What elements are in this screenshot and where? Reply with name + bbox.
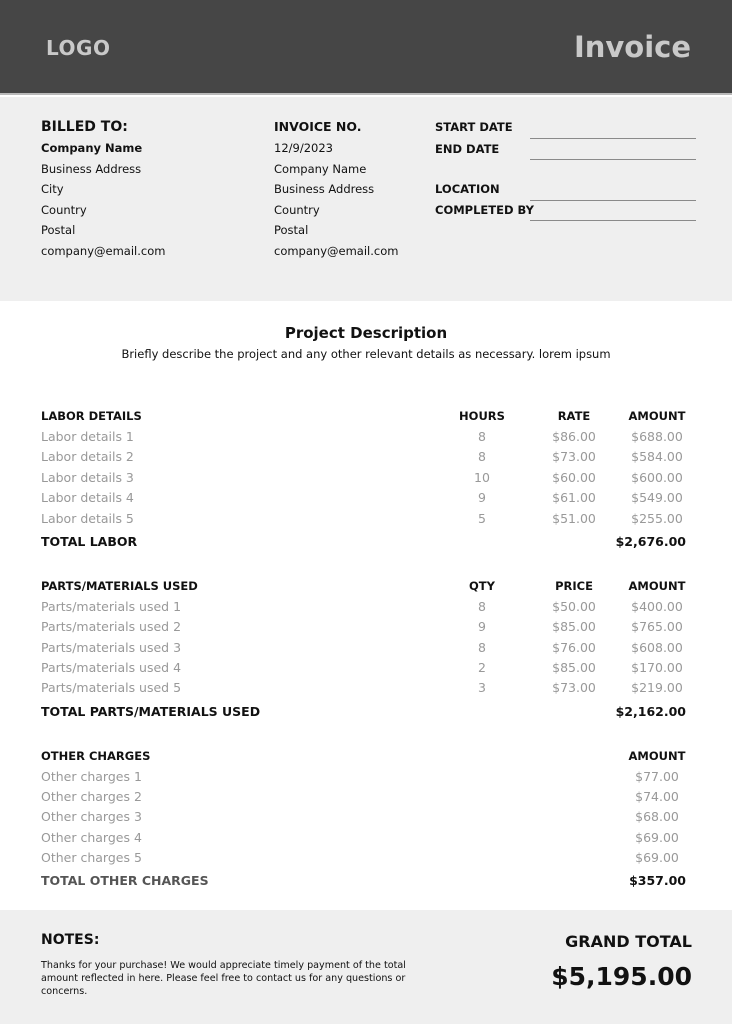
parts-row-amount: $765.00 [631,619,683,634]
other-row-name: Other charges 1 [41,769,142,784]
labor-row-rate: $51.00 [552,511,596,526]
labor-details-header: LABOR DETAILS [41,409,142,423]
total-parts-label: TOTAL PARTS/MATERIALS USED [41,704,261,719]
parts-row-price: $76.00 [552,640,596,655]
grand-total-label: GRAND TOTAL [565,932,692,951]
other-row-name: Other charges 4 [41,830,142,845]
parts-row-qty: 3 [478,680,486,695]
labor-row-name: Labor details 5 [41,511,134,526]
other-row-amount: $77.00 [635,769,679,784]
other-row-amount: $68.00 [635,809,679,824]
labor-row-amount: $255.00 [631,511,683,526]
labor-row-name: Labor details 4 [41,490,134,505]
other-charges-header: OTHER CHARGES [41,749,151,763]
parts-amount-header: AMOUNT [628,579,686,593]
parts-row-price: $73.00 [552,680,596,695]
labor-row-amount: $600.00 [631,470,683,485]
total-other-label: TOTAL OTHER CHARGES [41,873,209,888]
parts-row-amount: $400.00 [631,599,683,614]
invoice-date: 12/9/2023 [274,141,333,155]
labor-row-hours: 8 [478,429,486,444]
invoice-title: Invoice [573,30,691,64]
billed-address: Business Address [41,161,142,176]
labor-row-rate: $60.00 [552,470,596,485]
parts-row-name: Parts/materials used 4 [41,660,182,675]
other-row-name: Other charges 2 [41,789,142,804]
invoice-country: Country [274,202,320,217]
total-labor-value: $2,676.00 [615,534,686,549]
invoice-number-block [274,118,398,263]
project-description-title: Project Description [284,324,448,342]
logo: LOGO [46,36,111,60]
parts-header: PARTS/MATERIALS USED [41,579,198,593]
labor-row-hours: 9 [478,490,486,505]
grand-total-value: $5,195.00 [551,962,692,991]
parts-price-header: PRICE [555,579,593,593]
notes-title: NOTES: [41,932,100,948]
labor-row-rate: $73.00 [552,449,596,464]
other-row-amount: $69.00 [635,830,679,845]
parts-row-qty: 8 [478,640,486,655]
parts-row-qty: 2 [478,660,486,675]
completed-by-label: COMPLETED BY [435,203,534,217]
parts-row-price: $50.00 [552,599,596,614]
parts-row-price: $85.00 [552,619,596,634]
labor-rate-header: RATE [557,409,591,423]
location-field[interactable] [530,200,696,201]
end-date-field[interactable] [530,159,696,160]
other-amount-header: AMOUNT [628,749,686,763]
labor-row-name: Labor details 1 [41,429,134,444]
invoice-number-heading: INVOICE NO. [274,119,362,134]
labor-row-hours: 10 [474,470,490,485]
other-row-name: Other charges 5 [41,850,142,865]
billed-city: City [41,182,64,196]
parts-row-qty: 9 [478,619,486,634]
total-labor-label: TOTAL LABOR [41,534,138,549]
billing-info-section [0,97,732,301]
labor-row-rate: $61.00 [552,490,596,505]
invoice-address: Business Address [274,182,375,196]
parts-row-name: Parts/materials used 2 [41,619,182,634]
labor-amount-header: AMOUNT [628,409,686,423]
parts-row-name: Parts/materials used 1 [41,599,182,614]
invoice-footer [0,910,732,1024]
labor-row-hours: 5 [478,511,486,526]
other-row-amount: $74.00 [635,789,679,804]
end-date-label: END DATE [435,142,500,156]
project-description-text: Briefly describe the project and any other relevant details as necessary. lorem ipsum [121,347,611,361]
parts-row-price: $85.00 [552,660,596,675]
parts-row-amount: $170.00 [631,660,683,675]
billed-to-block [41,118,165,263]
billed-to-heading: BILLED TO: [41,119,128,135]
start-date-field[interactable] [530,138,696,139]
completed-by-field[interactable] [530,220,696,221]
other-row-name: Other charges 3 [41,809,142,824]
labor-row-name: Labor details 2 [41,449,134,464]
total-other-value: $357.00 [629,873,686,888]
other-row-amount: $69.00 [635,850,679,865]
location-label: LOCATION [435,182,500,196]
billed-company: Company Name [41,141,143,155]
parts-qty-header: QTY [469,579,495,593]
start-date-label: START DATE [435,120,513,134]
labor-row-amount: $688.00 [631,429,683,444]
invoice-email: company@email.com [274,243,399,258]
invoice-company: Company Name [274,161,367,176]
parts-row-name: Parts/materials used 3 [41,640,182,655]
billed-email: company@email.com [41,243,166,258]
billed-postal: Postal [41,223,76,237]
billed-country: Country [41,202,87,217]
parts-row-qty: 8 [478,599,486,614]
parts-row-amount: $219.00 [631,680,683,695]
labor-row-amount: $584.00 [631,449,683,464]
total-parts-value: $2,162.00 [615,704,686,719]
invoice-postal: Postal [274,223,309,237]
labor-row-amount: $549.00 [631,490,683,505]
invoice-header [0,0,732,95]
notes-text: Thanks for your purchase! We would appreciate timely payment of the total amount reflected in here. Please feel free to contact us for any questions or concerns. [41,960,406,997]
labor-row-name: Labor details 3 [41,470,134,485]
labor-row-hours: 8 [478,449,486,464]
labor-hours-header: HOURS [459,409,505,423]
labor-row-rate: $86.00 [552,429,596,444]
parts-row-amount: $608.00 [631,640,683,655]
parts-row-name: Parts/materials used 5 [41,680,182,695]
